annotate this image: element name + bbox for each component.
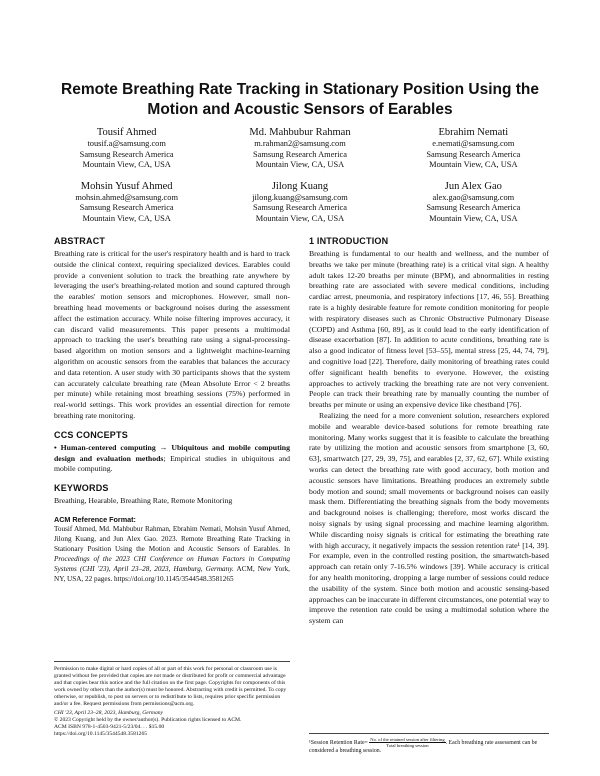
author-email: jilong.kuang@samsung.com (252, 192, 348, 202)
author-location: Mountain View, CA, USA (429, 160, 518, 170)
footnote-fraction (369, 737, 445, 748)
author-name: Jun Alex Gao (444, 180, 502, 192)
author-affiliation: Samsung Research America (79, 203, 174, 213)
author-location: Mountain View, CA, USA (255, 213, 345, 223)
author-location: Mountain View, CA, USA (255, 160, 345, 170)
copyright-line: © 2023 Copyright held by the owner/author(s). Publication rights licensed to ACM. (54, 716, 242, 723)
author-email: tousif.a@samsung.com (87, 139, 166, 148)
author-affiliation: Samsung Research America (426, 203, 521, 213)
author-affiliation: Samsung Research America (253, 203, 347, 213)
keywords-text: Breathing, Hearable, Breathing Rate, Remote Monitoring (54, 496, 233, 506)
ccs-section (54, 430, 290, 475)
author-affiliation: Samsung Research America (426, 149, 521, 159)
author-2 (213, 126, 386, 171)
conference-line: CHI '23, April 23–28, 2023, Hamburg, Germany (54, 709, 164, 716)
author-email: mohsin.ahmed@samsung.com (75, 192, 178, 202)
author-name: Tousif Ahmed (96, 127, 157, 138)
paper-title: Remote Breathing Rate Tracking in Stationary Position Using the Motion and Acoustic Sensors of Earables (61, 81, 539, 118)
author-affiliation: Samsung Research America (79, 149, 174, 159)
ccs-concept-rest: ; Empirical studies in ubiquitous and mobile computing. (54, 453, 290, 474)
introduction-paragraph-2: Realizing the need for a more convenient solution, researchers explored mobile and wearable device-based solutions for remote breathing rate monitoring. Many works suggest that it is feasible to calculate the breathing rate by utilizing the motion and acoustic sensors from smartphone [3, 60, 63], smartwatch [27, 29, 39, 75], and earables [2, 37, 62, 67]. While existing works can detect the breathing rate with good accuracy, both motion and acoustic sensors have limitations. Breathing produces an extremely subtle body motion and sound; small movements or background noises can easily mask them. Differentiating the breathing signals from the body movements and background noises is challenging; therefore, most works discard the noisy signals by using signal processing and machine learning algorithm. While discarding noisy signals is critical for estimating the breathing rate with high accuracy, it negatively impacts the session retention rate¹ [14, 39]. For example, even in the controlled resting position, the smartwatch-based approach can retain only 7-16.5% windows [39]. While accuracy is critical for any health monitoring, dropping a large number of sessions could reduce the usability of the system. Since both motion and acoustic sensing-based approaches can be inaccurate in different circumstances, one potential way to improve the retention rate could be using a multimodal solution where the system can (309, 410, 549, 626)
right-column (309, 236, 549, 627)
acm-reference-heading: ACM Reference Format: (54, 514, 136, 524)
abstract-section (54, 236, 290, 422)
author-block (40, 126, 560, 225)
author-email: alex.gao@samsung.com (432, 192, 515, 202)
abstract-heading: ABSTRACT (54, 236, 106, 246)
permission-text: Permission to make digital or hard copies of all or part of this work for personal or classroom use is granted without fee provided that copies are not made or distributed for profit or commercial advantage and that copies bear this notice and the full citation on the first page. Copyrights for components of this work owned by others than the author(s) must be honored. Abstracting with credit is permitted. To copy otherwise, or republish, to post on servers or to redistribute to lists, requires prior specific permission and/or a fee. Request permissions from permissions@acm.org. (54, 666, 287, 708)
footnote-tail: . Each breathing rate assessment can be considered a breathing session. (309, 740, 538, 755)
abstract-text: Breathing rate is critical for the user's respiratory health and is hard to track outside the clinical context, requiring specialized devices. Earables could provide a convenient solution to track the breathing rate anywhere by leveraging the user's breathing-related motion and sound captured through the earables' motion sensors and microphones. However, small non-breathing head movements or background noises during the assessment affect the estimation accuracy. While noise filtering improves accuracy, it can discard valid measurements. This paper presents a multimodal approach to tracking the user's breathing rate using a signal-processing-based algorithm on motion sensors and a lightweight machine-learning algorithm on acoustic sensors from the earables that balances the accuracy and data retention. A user study with 30 participants shows that the system can accurately calculate breathing rate (Mean Absolute Error < 2 breaths per minute) while retaining most breathing sessions (75%) performed in real-world settings. This work provides an essential direction for remote breathing rate monitoring. (54, 249, 290, 420)
author-5 (213, 180, 386, 225)
acm-reference-tail: ACM, New York, NY, USA, 22 pages. https://doi.org/10.1145/3544548.3581265 (54, 564, 290, 583)
ccs-heading: CCS CONCEPTS (54, 429, 128, 440)
author-email: e.nemati@samsung.com (432, 139, 515, 148)
keywords-heading: KEYWORDS (54, 483, 109, 494)
author-3 (387, 126, 560, 171)
permission-block (54, 661, 290, 738)
author-name: Mohsin Yusuf Ahmed (80, 180, 173, 192)
footnote (309, 733, 549, 756)
author-4 (40, 180, 213, 225)
acm-reference-text (54, 524, 290, 584)
acm-reference-venue: Proceedings of the 2023 CHI Conference on Human Factors in Computing Systems (CHI '23), April 23–28, 2023, Hamburg, Germany. (54, 554, 290, 573)
author-location: Mountain View, CA, USA (82, 213, 171, 223)
author-location: Mountain View, CA, USA (82, 160, 171, 170)
acm-reference-section (54, 515, 290, 584)
author-name: Md. Mahbubur Rahman (249, 127, 351, 138)
author-1 (40, 126, 213, 171)
ccs-concept-bold: • Human-centered computing → Ubiquitous and mobile computing design and evaluation methods (54, 442, 290, 463)
keywords-section (54, 483, 290, 507)
author-name: Jilong Kuang (271, 180, 329, 192)
author-location: Mountain View, CA, USA (429, 213, 518, 223)
fraction-denominator: Total breathing session (386, 743, 429, 749)
author-name: Ebrahim Nemati (438, 127, 509, 138)
acm-reference-authors-title: Tousif Ahmed, Md. Mahbubur Rahman, Ebrahim Nemati, Mohsin Yusuf Ahmed, Jilong Kuang, and Jun Alex Gao. 2023. Remote Breathing Rate Tracking in Stationary Position Using the Motion and Acoustic Sensors of Earables. In (54, 524, 290, 553)
author-email: m.rahman2@samsung.com (254, 139, 346, 148)
introduction-paragraph-1: Breathing is fundamental to our health and wellness, and the number of breaths we take per minute (breathing rate) is a critical vital sign. A healthy adult takes 12-20 breaths per minute (BPM), and abnormalities in resting breathing rate are associated with severe medical conditions, including cardiac arrest, pneumonia, and respiratory infections [17, 46, 55]. Breathing rate is a highly desirable feature for remote condition monitoring for people with respiratory diseases such as Chronic Obstructive Pulmonary Disease (COPD) and Asthma [60, 89], as it could lead to the early identification of disease exacerbation [87]. In addition to acute conditions, breathing rate is also a good indicator of fitness level [53–55], mental stress [25, 44, 74, 79], and cognitive load [22]. Therefore, daily monitoring of breathing rates could offer significant health benefits to everyone. However, the existing approaches to actively tracking the breathing rate are not very convenient. People can track their breathing rate by manually counting the number of breaths per minute or using an expensive device like chestband [76]. (309, 249, 549, 410)
author-affiliation: Samsung Research America (253, 149, 347, 159)
footnote-label: ¹Session Retention Rate= (309, 740, 368, 747)
isbn-line: ACM ISBN 978-1-4503-9421-5/23/04. . . $15.00 (54, 723, 165, 730)
author-6 (387, 180, 560, 225)
introduction-heading: 1 INTRODUCTION (309, 236, 389, 246)
left-column (54, 236, 290, 592)
fraction-numerator: No. of the retained session after filtering (370, 737, 445, 742)
doi-link[interactable]: https://doi.org/10.1145/3544548.3581265 (54, 730, 148, 737)
ccs-text (54, 443, 290, 475)
